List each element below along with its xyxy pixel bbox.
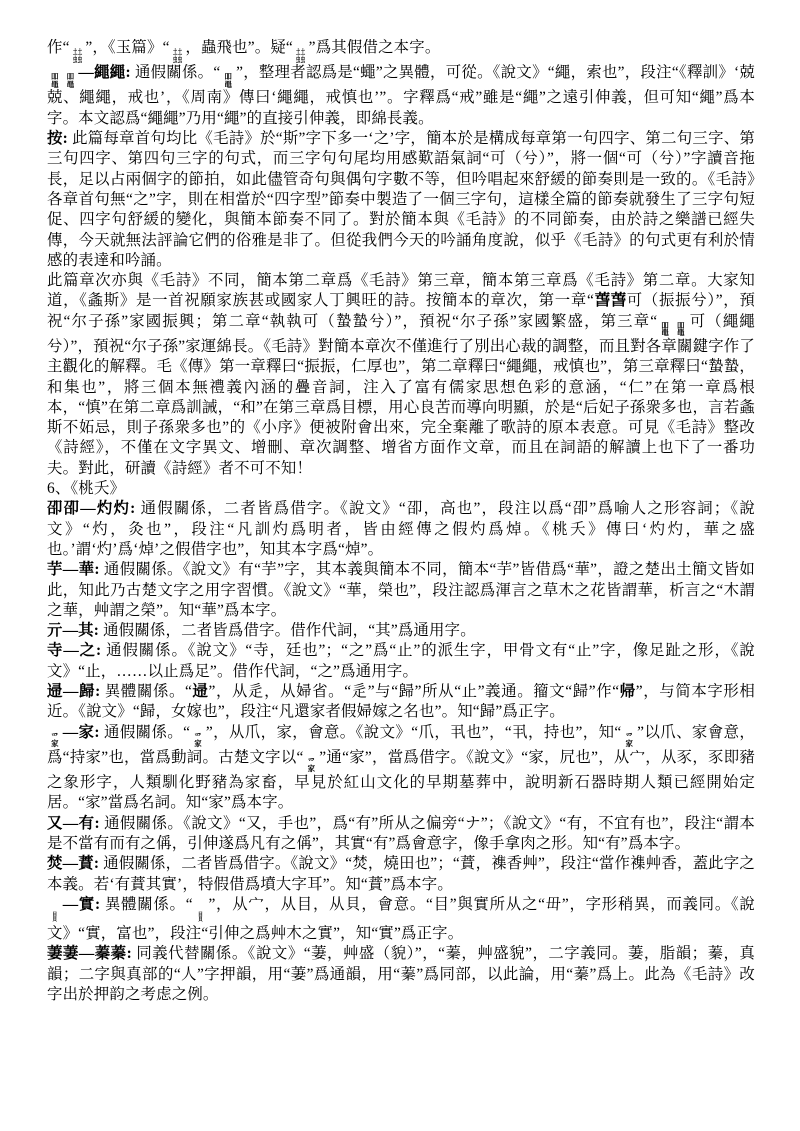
- text-run: 通假關係。《說文》“寺，廷也”；“之”爲“止”的派生字，甲骨文有“止”字，像足趾之形，《說文》“止，……以止爲足”。借作代詞，“之”爲通用字。: [47, 642, 755, 680]
- glyph-ying-variant: 吅 黽: [677, 321, 685, 337]
- text-run: 異體關係。“: [104, 683, 193, 701]
- note-an: [47, 129, 755, 271]
- text-run: 萋萋—蓁蓁:: [47, 945, 137, 963]
- text-run: 通假關係，二者皆爲借字。《說文》“焚，燒田也”；“蕡，襍香艸”，段注“當作襍艸香，蓋此字之本義。若‘有蕡其實’，特假借爲墳大字耳”。知“蕡”爲本字。: [47, 855, 755, 893]
- glyph-mian-mu-bei: 宀 目 貝: [52, 908, 58, 923]
- glyph-mian-mu-bei: 宀 目 貝: [198, 908, 204, 923]
- entry-jia: [47, 723, 755, 814]
- text-run: ”爲其假借之本字。: [308, 39, 441, 56]
- text-run: 此篇章次亦與《毛詩》不同，簡本第二章爲《毛詩》第三章，簡本第三章爲《毛詩》第二章。大家知道，《螽斯》是一首祝願家族甚或國家人丁興旺的詩。按簡本的章次，第一章“: [47, 272, 755, 310]
- text-run: 作“: [47, 39, 70, 56]
- entry-qiqi-zhenzhen: [47, 944, 755, 1005]
- document-body: [47, 38, 755, 1005]
- entry-you-you: [47, 814, 755, 855]
- entry-zhao-zhuozhuo: [47, 499, 755, 560]
- text-run: 通假關係，二者皆爲借字。《說文》“卲，高也”，段注以爲“卲”爲喻人之形容詞；《說文》“灼，灸也”，段注“凡訓灼爲明者，皆由經傳之假灼爲焯。《桃夭》傳曰‘灼灼，華之盛也。’謂‘灼’爲‘焯’之假借字也”，知其本字爲“焯”。: [47, 500, 755, 558]
- text-run: 亓—其:: [47, 622, 104, 640]
- glyph-ying-variant: 吅 黽: [51, 73, 59, 89]
- text-run: ”通“家”，當爲借字。《說文》“家，凥也”，从宀，从豕，豕即豬之象形字，人類馴化野豬為家畜，早見於紅山文化的早期墓葬中，說明新石器時期人類已經開始定居。“家”當爲名詞。知“家”爲本字。: [47, 748, 756, 812]
- text-run: ”，整理者認爲是“蠅”之異體，可從。《說文》“繩，索也”，段注“《釋訓》‘兢兢、繩繩，戒也’，《周南》傳曰‘繩繩，戒慎也’”。字釋爲“戒”雖是“繩”之遠引伸義，但可知“繩”爲本字。本文認爲“繩繩”乃用“繩”的直接引伸義，即綿長義。: [47, 64, 756, 127]
- glyph-zhua-jia: 爫 家: [625, 732, 634, 748]
- glyph-zhua-jia: 爫 家: [51, 732, 59, 748]
- text-run: 通假關係。“: [103, 723, 191, 741]
- section-title-taoyao: [47, 479, 755, 499]
- text-run: ”以爪、家會意，爲“持家”也，當爲動詞。古楚文字以“: [47, 723, 756, 766]
- text-run: 通假關係，二者皆爲借字。借作代詞，“其”爲通用字。: [103, 622, 476, 640]
- text-run: 按:: [47, 130, 73, 148]
- entry-si-zhi: [47, 641, 755, 682]
- text-run: 同義代替關係。《說文》“萋，艸盛（貌）”，“蓁，艸盛貌”，二字義同。萋，脂韻；蓁，真韻；二字與真部的“人”字押韻，用“萋”爲通韻，用“蓁”爲同部，以此論，用“蓁”爲上。此為《毛詩》改字出於押韵之考虑之例。: [47, 945, 756, 1003]
- text-run: 卲卲—灼灼:: [47, 500, 141, 518]
- text-run: 可（繩繩兮）”，預祝“尔子孫”家運綿長。《毛詩》對簡本章次不僅進行了別出心裁的調整，而且對各章關鍵字作了主觀化的解釋。毛《傳》第一章釋曰“振振，仁厚也”，第二章釋曰“繩繩，戒慎也”，第三章釋曰“蟄蟄，和集也”，將三個本無禮義內涵的疊音詞，注入了富有儒家思想色彩的意涵，“仁”在第一章爲根本，“慎”在第二章爲訓誡，“和”在第三章爲目標，用心良苦而導向明顯，於是“后妃子孫衆多也，言若螽斯不妬忌，則子孫衆多也”的《小序》便被附會出來，完全棄離了歌詩的原本表意。可見《毛詩》整改《詩經》，不僅在文字異文、增刪、章次調整、增省方面作文章，而且在詞語的解讀上也下了一番功夫。對此，研讀《詩經》者不可不知！: [47, 312, 755, 477]
- p-jiajie-benzi: [47, 38, 755, 63]
- entry-fen-fen: [47, 854, 755, 895]
- text-run: 通假關係。《說文》有“芋”字，其本義與簡本不同，簡本“芋”皆借爲“華”，證之楚出土簡文皆如此，知此乃古楚文字之用字習慣。《說文》“華，榮也”，段注認爲渾言之草木之花皆謂華，析言之“木謂之華，艸謂之榮”。知“華”爲本字。: [47, 561, 755, 619]
- glyph-zhua-jia: 爫 家: [307, 757, 316, 774]
- text-run: 可（振振兮）”，預祝“尔子孫”家國振興；第二章“執執可（蟄蟄兮）”，預祝“尔子孫”家國繁盛，第三章“: [47, 292, 756, 330]
- entry-shi: [47, 895, 755, 945]
- text-run: 6、《桃夭》: [47, 480, 126, 498]
- entry-yu-hua: [47, 560, 755, 621]
- text-run: 萅萅: [594, 292, 627, 310]
- glyph-chongfei: 土土 虫虫: [296, 47, 306, 64]
- text-run: 焚—蕡:: [47, 855, 104, 873]
- glyph-ying-variant: 吅 黽: [66, 73, 75, 89]
- text-run: ”，从宀，从目，从貝，會意。“目”與實所从之“毌”，字形稍異，而義同。《說文》“實，富也”，段注“引伸之爲艸木之實”，知“實”爲正字。: [47, 895, 756, 943]
- text-run: 寺—之:: [47, 642, 107, 660]
- text-run: —家:: [62, 723, 104, 741]
- text-run: —繩繩:: [78, 64, 135, 82]
- glyph-chongfei: 土土 虫虫: [72, 47, 83, 64]
- glyph-zhua-jia: 爫 家: [194, 732, 202, 748]
- text-run: 通假關係。“: [134, 64, 221, 82]
- text-run: —實:: [62, 895, 105, 913]
- text-run: 䢜: [192, 683, 209, 701]
- text-run: ”，从爪，家，會意。《說文》“爪，丮也”，“丮，持也”，知“: [205, 723, 622, 741]
- text-run: ”，从辵，从婦省。“辵”与“歸”所从“止”義通。籀文“歸”作“: [208, 683, 620, 701]
- text-run: 通假關係。《說文》“又，手也”，爲“有”所从之偏旁“ナ”；《說文》“有，不宜有也”，段注“謂本是不當有而有之偁，引伸遂爲凡有之偁”，其實“有”爲會意字，像手拿肉之形。知“有”爲本字。: [47, 814, 755, 852]
- text-run: 帰: [619, 683, 636, 701]
- p-zhangci: [47, 271, 755, 479]
- entry-shengsheng: [47, 63, 755, 129]
- text-run: ”，《玉篇》“: [85, 39, 170, 56]
- text-run: ，蟲飛也”。疑“: [185, 39, 293, 56]
- text-run: 芋—華:: [47, 561, 104, 579]
- text-run: 䢜—歸:: [47, 683, 105, 701]
- text-run: 異體關係。“: [104, 895, 193, 913]
- glyph-ying-variant: 吅 黽: [661, 321, 669, 337]
- text-run: 此篇每章首句均比《毛詩》於“斯”字下多一‘之’字，簡本於是構成每章第一句四字、第二句三字、第三句四字、第四句三字的句式，而三字句句尾均用感歎語氣詞“可（兮）”，將一個“可（兮）”字讀音拖長，足以占兩個字的節拍，如此儘管奇句與偶句字數不等，但吟唱起來舒緩的節奏則是一致的。《毛詩》各章首句無“之”字，則在相當於“四字型”節奏中製造了一個三字句，這樣全篇的節奏就發生了三字句短促、四字句舒緩的變化，與簡本節奏不同了。對於簡本與《毛詩》的不同節奏，由於詩之樂譜已經失傳，今天就無法評論它們的俗雅是非了。但從我們今天的吟誦角度說，似乎《毛詩》的句式更有利於情感的表達和吟誦。: [47, 130, 755, 269]
- entry-gui-gui: [47, 682, 755, 723]
- glyph-ying-variant: 吅 黽: [224, 73, 233, 89]
- text-run: ”，与简本字形相近。《說文》“歸，女嫁也”，段注“凡還家者假婦嫁之名也”。知“歸”爲正字。: [47, 683, 756, 721]
- text-run: 又—有:: [47, 814, 105, 832]
- glyph-chongfei: 土土 虫虫: [172, 47, 183, 64]
- entry-qi-qi: [47, 621, 755, 641]
